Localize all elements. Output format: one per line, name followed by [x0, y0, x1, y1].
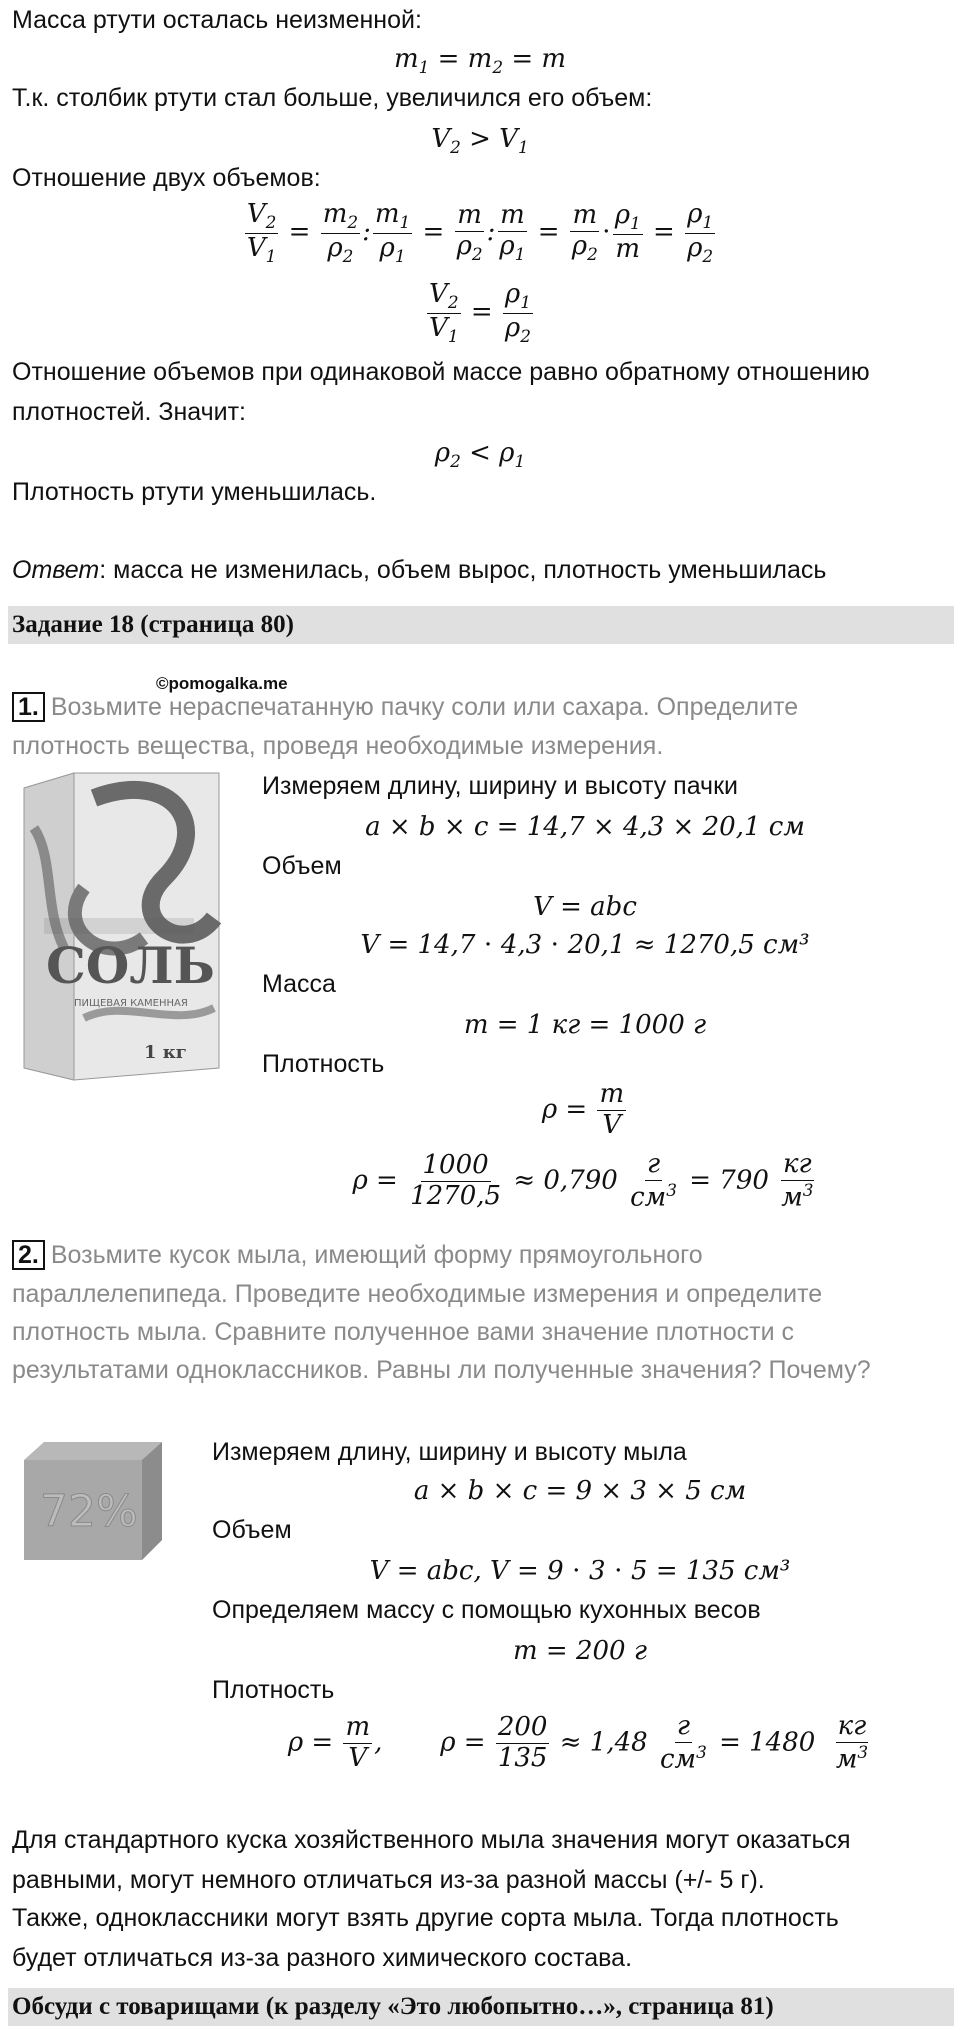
- soap-image: [14, 1436, 164, 1564]
- soap-mark-text: 72%: [40, 1486, 138, 1537]
- salt-package-image: [14, 768, 226, 1084]
- text-line: плотностей. Значит:: [12, 398, 246, 426]
- formula-density-less: 𝜌$_2$ < 𝜌$_1$: [434, 438, 526, 472]
- discuss-header: Обсуди с товарищами (к разделу «Это любопытно…», страница 81): [8, 1988, 954, 2026]
- text-line: Отношение объемов при одинаковой массе равно обратному отношению: [12, 358, 870, 386]
- formula-dimensions: 𝑎 × 𝑏 × 𝑐 = 14,7 × 4,3 × 20,1 см: [365, 812, 805, 842]
- salt-small-text: ПИЩЕВАЯ КАМЕННАЯ: [74, 998, 188, 1009]
- watermark: ©pomogalka.me: [156, 674, 288, 693]
- formula-volume-greater: 𝑉$_2$ > 𝑉$_1$: [431, 124, 529, 158]
- question-1-cont: плотность вещества, проведя необходимые измерения.: [12, 732, 664, 760]
- question-2: 2. Возьмите кусок мыла, имеющий форму прямоугольного: [12, 1240, 703, 1270]
- formula-density: 𝜌 = $\frac{\text{𝑚}}{\text{𝑉}}$: [541, 1079, 625, 1140]
- conclusion-line: будет отличаться из-за разного химического состава.: [12, 1944, 633, 1972]
- solution-text: Измеряем длину, ширину и высоту пачки: [262, 772, 738, 800]
- question-2-cont: результатами одноклассников. Равны ли полученные значения? Почему?: [12, 1356, 871, 1384]
- conclusion-line: Также, одноклассники могут взять другие сорта мыла. Тогда плотность: [12, 1904, 839, 1932]
- solution-text: Измеряем длину, ширину и высоту мыла: [212, 1438, 687, 1466]
- formula-volume: 𝑉 = 𝑎𝑏𝑐: [533, 892, 637, 922]
- formula-volume-ratio-result: $\frac{𝑉_2}{𝑉_1}$ = $\frac{𝜌_1}{𝜌_2}$: [429, 279, 531, 346]
- formula-mass: 𝑚 = 200 г: [513, 1636, 647, 1666]
- formula-mass: 𝑚 = 1 кг = 1000 г: [463, 1010, 707, 1040]
- answer-label: Ответ: [12, 556, 100, 584]
- conclusion-line: Для стандартного куска хозяйственного мыла значения могут оказаться: [12, 1826, 851, 1854]
- solution-text: Плотность: [262, 1050, 385, 1078]
- text-line: Масса ртути осталась неизменной:: [12, 6, 422, 34]
- formula-density-calc: 𝜌 = $\frac{1000}{1270,5}$ ≈ 0,790 $\frac{г}{см^3}$ = 790 $\frac{кг}{м^3}$: [352, 1149, 814, 1213]
- question-2-cont: плотность мыла. Сравните полученное вами значение плотности с: [12, 1318, 795, 1346]
- solution-text: Объем: [212, 1516, 292, 1544]
- question-number: 1.: [12, 692, 45, 722]
- text-line: Плотность ртути уменьшилась.: [12, 478, 377, 506]
- salt-brand-text: СОЛЬ: [46, 936, 215, 995]
- formula-mass-equal: 𝑚$_1$ = 𝑚$_2$ = 𝑚: [393, 44, 567, 78]
- question-number: 2.: [12, 1240, 45, 1270]
- formula-volume-calc: 𝑉 = 𝑎𝑏𝑐, 𝑉 = 9 ⋅ 3 ⋅ 5 = 135 см³: [369, 1556, 791, 1586]
- answer-text: : масса не изменилась, объем вырос, плотность уменьшилась: [99, 556, 827, 584]
- question-2-cont: параллелепипеда. Проведите необходимые измерения и определите: [12, 1280, 823, 1308]
- salt-weight-text: 1 кг: [144, 1042, 187, 1063]
- solution-text: Масса: [262, 970, 336, 998]
- conclusion-line: равными, могут немного отличаться из-за разной массы (+/- 5 г).: [12, 1866, 765, 1894]
- solution-text: Плотность: [212, 1676, 335, 1704]
- formula-volume-calc: 𝑉 = 14,7 ⋅ 4,3 ⋅ 20,1 ≈ 1270,5 см³: [360, 930, 810, 960]
- text-line: Отношение двух объемов:: [12, 164, 321, 192]
- formula-density-calc: 𝜌 = $\frac{\text{𝑚}}{\text{𝑉}}$ , 𝜌 = $\frac{200}{135}$ ≈ 1,48 $\frac{г}{см^3}$ = 1480 $\frac{кг}{м^3}$: [287, 1711, 869, 1775]
- answer-line: [12, 556, 826, 585]
- task-header: Задание 18 (страница 80): [8, 606, 954, 644]
- solution-text: Определяем массу с помощью кухонных весов: [212, 1596, 761, 1624]
- solution-text: Объем: [262, 852, 342, 880]
- formula-dimensions: 𝑎 × 𝑏 × 𝑐 = 9 × 3 × 5 см: [413, 1476, 747, 1506]
- question-1: 1. Возьмите нераспечатанную пачку соли или сахара. Определите: [12, 692, 798, 722]
- formula-volume-ratio: $\frac{𝑉_2}{𝑉_1}$ = $\frac{𝑚_2}{𝜌_2}$ : $\frac{𝑚_1}{𝜌_1}$ = $\frac{\text{𝑚}}{𝜌_2}$ : $\frac{\text{𝑚}}{𝜌_1}$ = $\frac{\text{𝑚}}{𝜌_2}$ ⋅ $\frac{𝜌_1}{\text{𝑚}}$ = $\frac{𝜌_1}{𝜌_2}$: [246, 199, 714, 266]
- text-line: Т.к. столбик ртути стал больше, увеличился его объем:: [12, 84, 653, 112]
